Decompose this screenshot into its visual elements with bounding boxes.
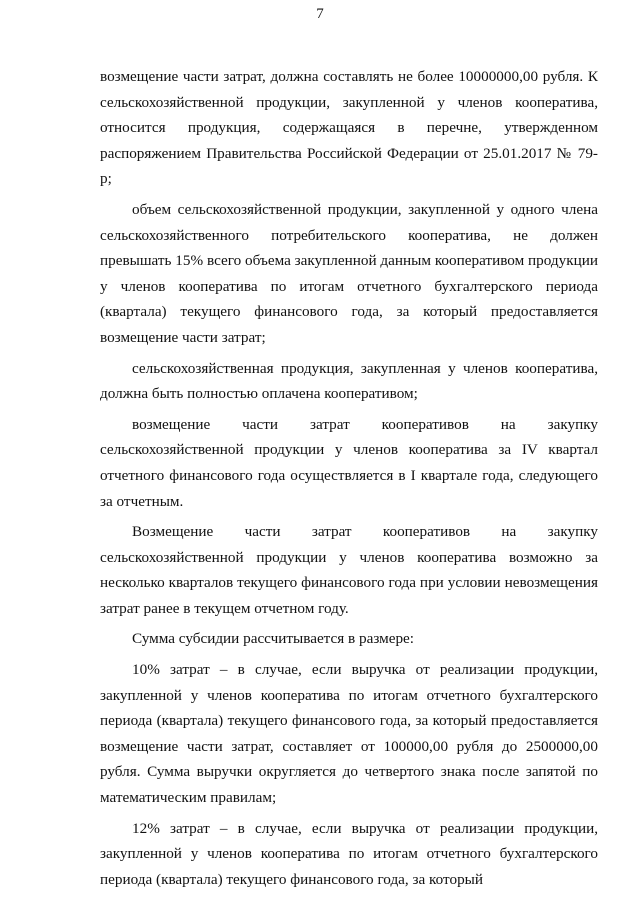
paragraph-6: Сумма субсидии рассчитывается в размере: [132,630,415,648]
paragraph-3: сельскохозяйственная продукция, закупленная у членов кооператива, должна быть полностью оплачена кооперативом; [100,359,598,403]
paragraph-8: 12% затрат – в случае, если выручка от реализации продукции, закупленной у членов кооператива по итогам отчетного бухгалтерского периода (квартала) текущего финансового года, за который [100,819,598,888]
page-number: 7 [316,6,324,22]
paragraph-7: 10% затрат – в случае, если выручка от реализации продукции, закупленной у членов кооператива по итогам отчетного бухгалтерского периода (квартала) текущего финансового года, за который предоставляется возмещение части затрат, составляет от 100000,00 рубля до 2500000,00 рубля. Сумма выручки округляется до четвертого знака после запятой по математическим правилам; [100,661,598,807]
paragraph-2: объем сельскохозяйственной продукции, закупленной у одного члена сельскохозяйственного потребительского кооператива, не должен превышать 15% всего объема закупленной данным кооперативом продукции у членов кооператива по итогам отчетного бухгалтерского периода (квартала) текущего финансового года, за который предоставляется возмещение части затрат; [100,200,598,346]
paragraph-1: возмещение части затрат, должна составлять не более 10000000,00 рубля. К сельскохозяйственной продукции, закупленной у членов кооператива, относится продукция, содержащаяся в перечне, утвержденном распоряжением Правительства Российской Федерации от 25.01.2017 № 79-р; [100,68,598,188]
document-body [100,64,598,892]
paragraph-5: Возмещение части затрат кооперативов на закупку сельскохозяйственной продукции у членов кооператива возможно за несколько кварталов текущего финансового года при условии невозмещения затрат ранее в текущем отчетном году. [100,523,598,617]
paragraph-4: возмещение части затрат кооперативов на закупку сельскохозяйственной продукции у членов кооператива за IV квартал отчетного финансового года осуществляется в I квартале года, следующего за отчетным. [100,415,598,510]
